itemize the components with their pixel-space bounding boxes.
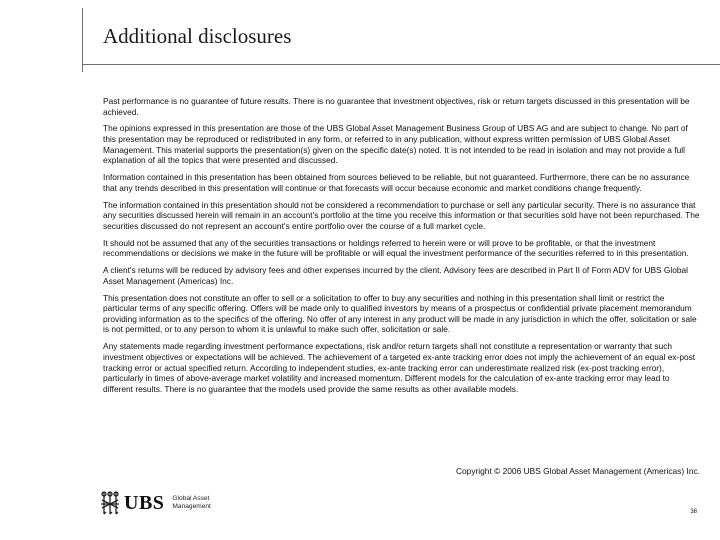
- disclosure-paragraph: It should not be assumed that any of the securities transactions or holdings referred to herein were or will prove to be profitable, or that the investment recommendations or decisions we make in the future will be profitable or will equal the investment performance of the securities referred to in this presentation.: [103, 237, 689, 259]
- ubs-wordmark: UBS: [124, 491, 165, 514]
- ubs-logo: [99, 490, 211, 516]
- disclosure-body: [103, 96, 700, 401]
- copyright-notice: Copyright © 2006 UBS Global Asset Management (Americas) Inc.: [455, 466, 700, 476]
- disclosure-paragraph: Any statements made regarding investment performance expectations, risk and/or return targets shall not constitute a representation or warranty that such investment objectives or expectations will be achieved. The achievement of a targeted ex-ante tracking error does not imply the achievement of an equal ex-post tracking error or actual specified return. According to independent studies, ex-ante tracking error can underestimate realized risk (ex-post tracking error), particularly in times of above-average market volatility and increased momentum. Different models for the calculation of ex-ante tracking error may lead to different results. There is no guarantee that the models used provide the same results as other available models.: [103, 341, 696, 394]
- disclosure-paragraph: Information contained in this presentation has been obtained from sources believed to be reliable, but not guaranteed. Furthermore, there can be no assurance that any trends described in this presentation will continue or that forecasts will occur because economic and market conditions change frequently.: [103, 172, 690, 193]
- ubs-keys-icon: [99, 490, 121, 516]
- title-divider-horizontal: [82, 64, 720, 65]
- disclosure-paragraph: This presentation does not constitute an offer to sell or a solicitation to offer to buy any securities and nothing in this presentation shall limit or restrict the particular terms of any specific offering. Offers will be made only to qualified investors by means of a prospectus or confidential private placement memorandum providing information as to the specifics of the offering. No offer of any interest in any product will be made in any jurisdiction in which the offer, solicitation or sale is not permitted, or to any person to whom it is unlawful to make such offer, solicitation or sale.: [103, 292, 697, 335]
- disclosure-paragraph: The information contained in this presentation should not be considered a recommendation to purchase or sell any particular security. There is no assurance that any securities discussed herein will remain in an account's portfolio at the time you receive this information or that securities sold have not been repurchased. The securities discussed do not represent an account's entire portfolio over the course of a full market cycle.: [103, 199, 700, 231]
- title-divider-vertical: [82, 8, 83, 72]
- slide-title: Additional disclosures: [103, 24, 292, 48]
- page-number: 38: [690, 509, 697, 515]
- disclosure-paragraph: Past performance is no guarantee of future results. There is no guarantee that investment objectives, risk or return targets discussed in this presentation will be achieved.: [103, 96, 690, 117]
- division-name-line-1: Global Asset: [172, 495, 210, 502]
- disclosure-paragraph: The opinions expressed in this presentation are those of the UBS Global Asset Management Business Group of UBS AG and are subject to change. No part of this presentation may be reproduced or redistributed in any form, or referred to in any publication, without express written permission of UBS Global Asset Management. This material supports the presentation(s) given on the specific date(s) noted. It is not intended to be read in isolation and may not provide a full explanation of all the topics that were presented and discussed.: [103, 123, 688, 166]
- division-name-line-2: Management: [172, 503, 211, 510]
- disclosure-paragraph: A client's returns will be reduced by advisory fees and other expenses incurred by the client. Advisory fees are described in Part II of Form ADV for UBS Global Asset Management (Americas) Inc.: [103, 265, 689, 286]
- division-name: [172, 495, 211, 511]
